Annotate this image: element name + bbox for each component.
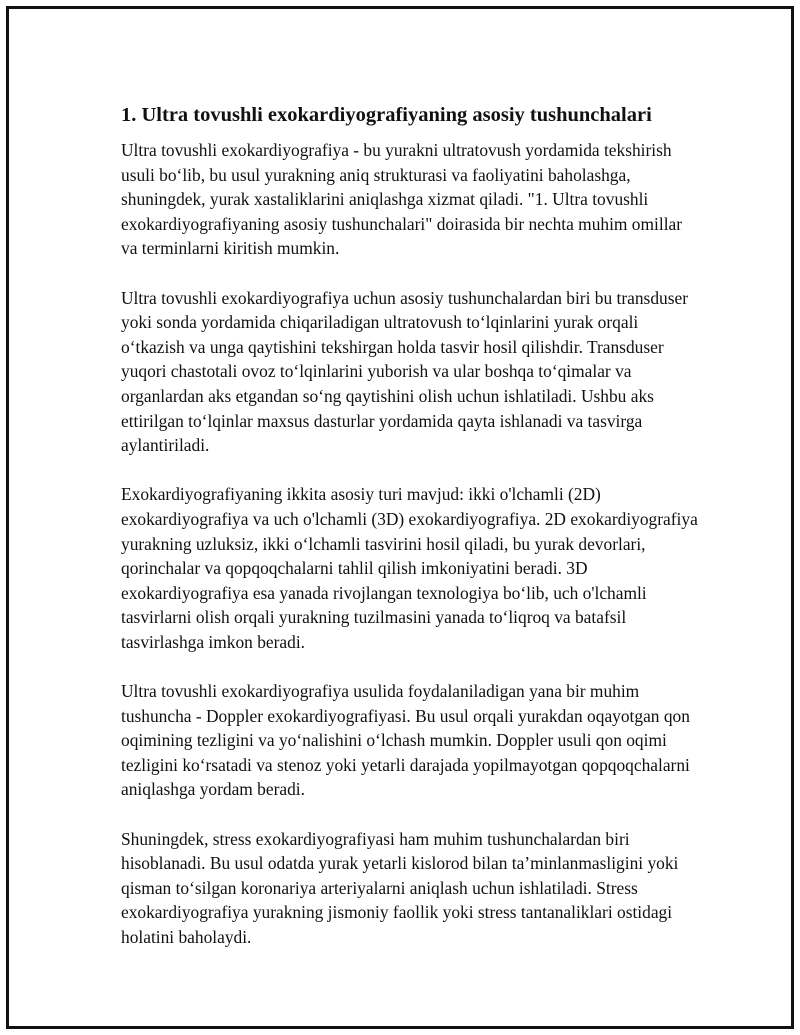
paragraph-intro: Ultra tovushli exokardiyografiya - bu yurakni ultratovush yordamida tekshirish usuli bo‘lib, bu usul yurakning aniq strukturasi va faoliyatini baholashga, shuningdek, yurak xastaliklarini aniqlashga xizmat qiladi. "1. Ultra tovushli exokardiyografiyaning asosiy tushunchalari" doirasida bir nechta muhim omillar va terminlarni kiritish mumkin. <box>121 140 683 259</box>
paragraph-transducer: Ultra tovushli exokardiyografiya uchun asosiy tushunchalardan biri bu transduser yoki sonda yordamida chiqariladigan ultratovush to‘lqinlarini yurak orqali o‘tkazish va unga qaytishini tekshirgan holda tasvir hosil qilishdir. Transduser yuqori chastotali ovoz to‘lqinlarini yuborish va ular boshqa to‘qimalar va organlardan aks etgandan so‘ng qaytishini olish uchun ishlatiladi. Ushbu aks ettirilgan to‘lqinlar maxsus dasturlar yordamida qayta ishlanadi va tasvirga aylantiriladi. <box>121 287 688 456</box>
paragraph-doppler: Ultra tovushli exokardiyografiya usulida foydalaniladigan yana bir muhim tushuncha - Doppler exokardiyografiyasi. Bu usul orqali yurakdan oqayotgan qon oqimining tezligini va yo‘nalishini o‘lchash mumkin. Doppler usuli qon oqimi tezligini ko‘rsatadi va stenoz yoki yetarli darajada yopilmayotgan qopqoqchalarni aniqlashga yordam beradi. <box>121 681 690 800</box>
page-frame <box>6 6 794 1029</box>
paragraph-types: Exokardiyografiyaning ikkita asosiy turi mavjud: ikki o'lchamli (2D) exokardiyografiya va uch o'lchamli (3D) exokardiyografiya. 2D exokardiyografiya yurakning uzluksiz, ikki o‘lchamli tasvirini hosil qiladi, bu yurak devorlari, qorinchalar va qopqoqchalarni tahlil qilish imkoniyatini beradi. 3D exokardiyografiya esa yanada rivojlangan texnologiya bo‘lib, uch o'lchamli tasvirlarni olish orqali yurakning tuzilmasini yanada to‘liqroq va batafsil tasvirlashga imkon beradi. <box>121 484 698 652</box>
paragraph-stress: Shuningdek, stress exokardiyografiyasi ham muhim tushunchalardan biri hisoblanadi. Bu usul odatda yurak yetarli kislorod bilan ta’minlanmasligini yoki qisman to‘silgan koronariya arteriyalarni aniqlash uchun ishlatiladi. Stress exokardiyografiya yurakning jismoniy faollik yoki stress tantanaliklari ostidagi holatini baholaydi. <box>121 828 679 947</box>
document-body <box>121 101 701 950</box>
section-heading: 1. Ultra tovushli exokardiyografiyaning asosiy tushunchalari <box>121 104 652 126</box>
